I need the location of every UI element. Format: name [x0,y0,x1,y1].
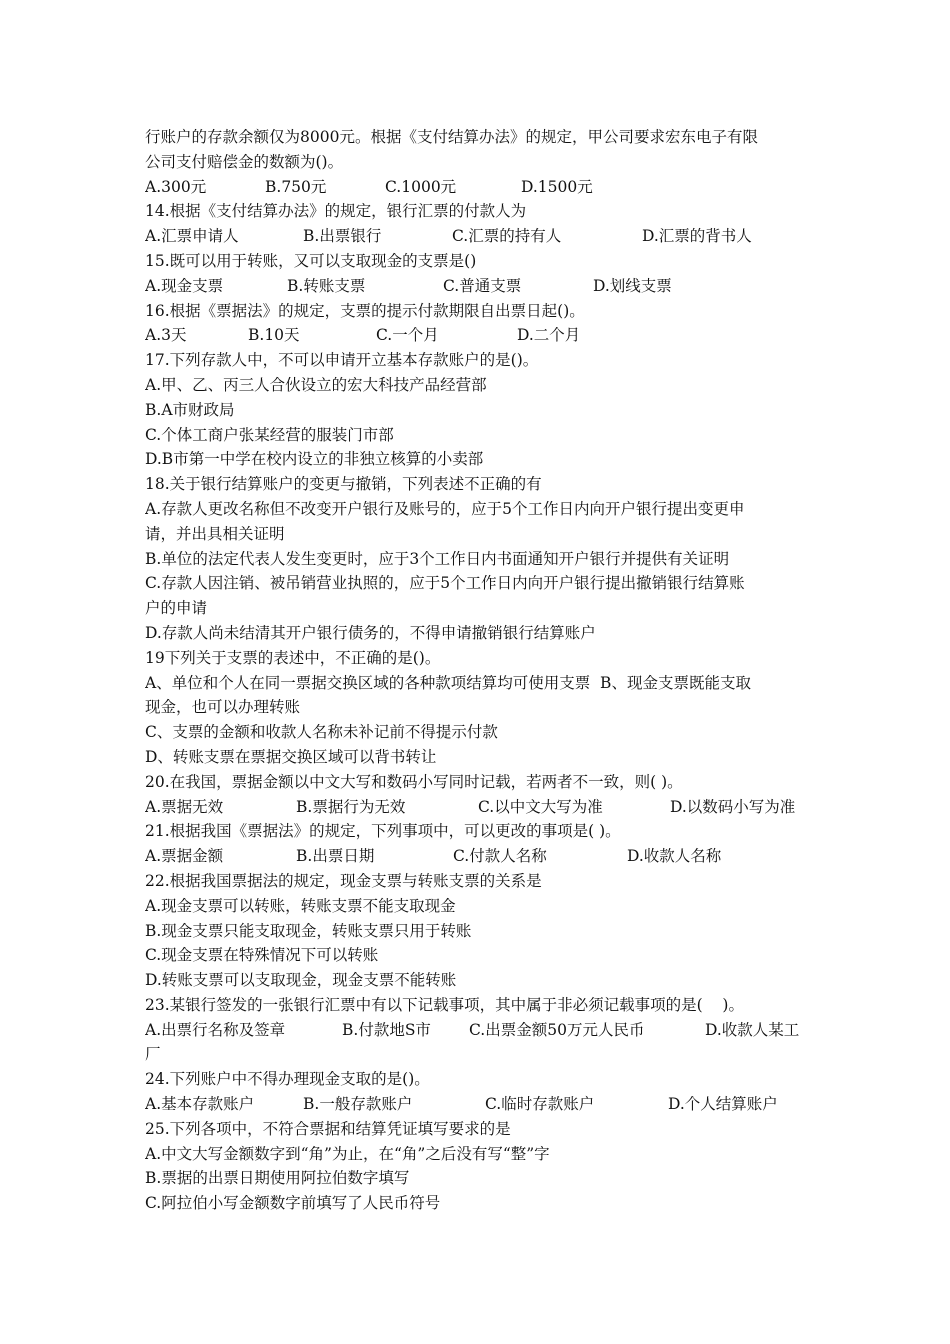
option-c: C.汇票的持有人 [452,227,562,246]
option-b: B.票据的出票日期使用阿拉伯数字填写 [145,1169,410,1188]
option-a: A.汇票申请人 [145,227,239,246]
option-a-continued: 请，并出具相关证明 [145,524,285,543]
option-a: A.基本存款账户 [145,1095,255,1114]
option-a: A.现金支票 [145,276,224,295]
option-a: A.中文大写金额数字到“角”为止，在“角”之后没有写“整”字 [145,1144,550,1163]
q16-options [145,323,810,348]
option-c: C.阿拉伯小写金额数字前填写了人民币符号 [145,1194,441,1213]
q14-options [145,224,810,249]
option-b: B.750元 [265,177,327,196]
option-d: D.存款人尚未结清其开户银行债务的，不得申请撤销银行结算账户 [145,623,596,642]
option-c: C.个体工商户张某经营的服装门市部 [145,425,394,444]
question-19: 19下列关于支票的表述中，不正确的是()。 [145,648,441,667]
option-d: D.二个月 [517,326,581,345]
question-14: 14.根据《支付结算办法》的规定，银行汇票的付款人为 [145,202,527,221]
option-a: A.3天 [145,326,187,345]
q21-options [145,844,810,869]
option-c: C.现金支票在特殊情况下可以转账 [145,946,379,965]
option-c: C.存款人因注销、被吊销营业执照的，应于5个工作日内向开户银行提出撤销银行结算账 [145,574,745,593]
option-a: A.出票行名称及签章 [145,1020,286,1039]
option-d: D.收款人某工 [705,1020,800,1039]
option-b: B.票据行为无效 [296,797,406,816]
option-a: A.票据无效 [145,797,224,816]
question-16: 16.根据《票据法》的规定，支票的提示付款期限自出票日起()。 [145,301,585,320]
q13-options [145,175,810,200]
option-c: C.临时存款账户 [485,1095,595,1114]
text-line: 行账户的存款余额仅为8000元。根据《支付结算办法》的规定，甲公司要求宏东电子有限 [145,128,758,146]
option-b: B.A市财政局 [145,400,235,419]
option-d: D.以数码小写为准 [670,797,796,816]
option-a: A.甲、乙、丙三人合伙设立的宏大科技产品经营部 [145,375,487,394]
option-b: B.单位的法定代表人发生变更时，应于3个工作日内书面通知开户银行并提供有关证明 [145,549,730,568]
option-d: D.收款人名称 [627,847,722,866]
option-a: A.现金支票可以转账，转账支票不能支取现金 [145,896,456,915]
option-b: B.转账支票 [287,276,366,295]
option-b-continued: 现金，也可以办理转账 [145,698,301,717]
question-17: 17.下列存款人中，不可以申请开立基本存款账户的是()。 [145,351,539,370]
question-18: 18.关于银行结算账户的变更与撤销，下列表述不正确的有 [145,475,542,494]
q24-options [145,1092,810,1117]
option-b: B.10天 [248,326,300,345]
option-c: C.普通支票 [443,276,522,295]
option-d: D.1500元 [521,177,593,196]
option-c: C.1000元 [385,177,457,196]
text-line: 公司支付赔偿金的数额为()。 [145,152,344,171]
option-c: C.付款人名称 [453,847,547,866]
option-b: B.出票日期 [296,847,375,866]
option-b: B.出票银行 [303,227,382,246]
option-d: D.个人结算账户 [668,1095,778,1114]
option-d: D.汇票的背书人 [642,227,752,246]
option-b: B.现金支票只能支取现金，转账支票只用于转账 [145,921,472,940]
option-c: C.以中文大写为准 [478,797,603,816]
option-b: B.付款地S市 [342,1020,431,1039]
question-22: 22.根据我国票据法的规定，现金支票与转账支票的关系是 [145,871,542,890]
option-c-continued: 户的申请 [145,599,208,618]
document-body [145,125,810,1216]
q23-options [145,1018,810,1043]
option-c: C、支票的金额和收款人名称未补记前不得提示付款 [145,723,498,742]
option-a: A.票据金额 [145,847,224,866]
question-21: 21.根据我国《票据法》的规定，下列事项中，可以更改的事项是( )。 [145,822,621,841]
question-15: 15.既可以用于转账，又可以支取现金的支票是() [145,251,477,270]
option-c: C.出票金额50万元人民币 [469,1020,645,1039]
option-b: B.一般存款账户 [303,1095,413,1114]
question-25: 25.下列各项中，不符合票据和结算凭证填写要求的是 [145,1119,511,1138]
option-a: A.存款人更改名称但不改变开户银行及账号的，应于5个工作日内向开户银行提出变更申 [145,499,745,518]
question-20: 20.在我国，票据金额以中文大写和数码小写同时记载，若两者不一致，则( )。 [145,772,683,791]
option-d-continued: 厂 [145,1045,161,1064]
option-a: A.300元 [145,177,207,196]
option-d: D、转账支票在票据交换区域可以背书转让 [145,747,437,766]
question-24: 24.下列账户中不得办理现金支取的是()。 [145,1070,430,1089]
option-d: D.转账支票可以支取现金，现金支票不能转账 [145,971,457,990]
q20-options [145,795,810,820]
option-d: D.B市第一中学在校内设立的非独立核算的小卖部 [145,450,484,469]
question-23: 23.某银行签发的一张银行汇票中有以下记载事项，其中属于非必须记载事项的是( )。 [145,995,744,1014]
option-a-b: A、单位和个人在同一票据交换区域的各种款项结算均可使用支票 B、现金支票既能支取 [145,673,751,692]
option-d: D.划线支票 [593,276,672,295]
option-c: C.一个月 [376,326,439,345]
q15-options [145,274,810,299]
